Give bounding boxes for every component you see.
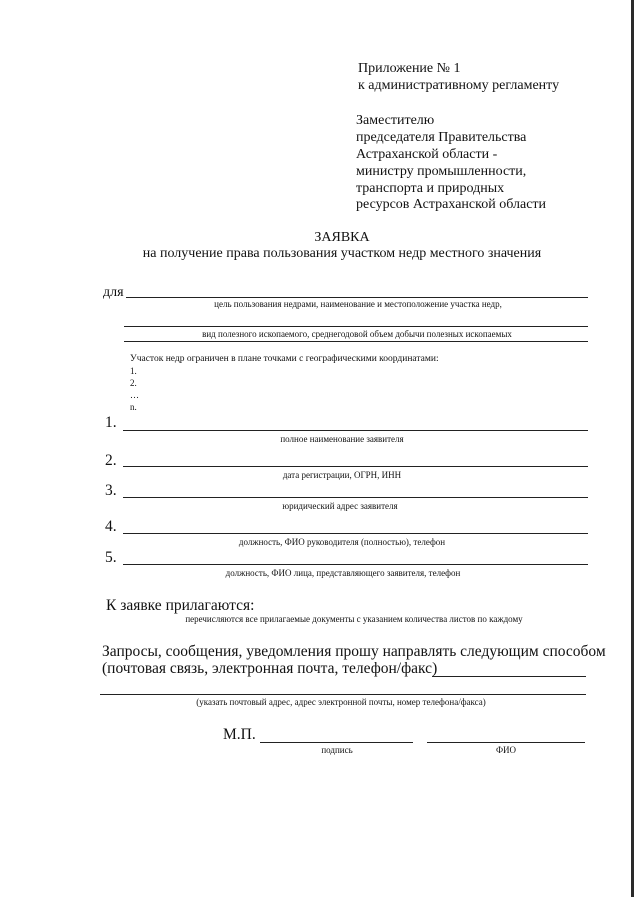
recipient-line: Астраханской области - [356,147,498,162]
director-caption: должность, ФИО руководителя (полностью), телефон [238,537,446,547]
attachments-note: перечисляются все прилагаемые документы с указанием количества листов по каждому [185,614,523,624]
registration-line[interactable] [123,466,588,467]
field-number: 2. [105,452,117,469]
legal-address-caption: юридический адрес заявителя [282,501,398,511]
representative-caption: должность, ФИО лица, представляющего заявителя, телефон [225,568,461,578]
coordinate-item: 1. [130,366,137,376]
director-line[interactable] [123,533,588,534]
field-number: 4. [105,518,117,535]
attachments-heading: К заявке прилагаются: [106,597,255,614]
page-edge [631,0,634,897]
document-subtitle: на получение права пользования участком недр местного значения [142,246,542,261]
coordinate-item: 2. [130,378,137,388]
representative-line[interactable] [123,564,588,565]
full-name-line[interactable] [427,742,585,743]
field-number: 1. [105,414,117,431]
requests-line-2: (почтовая связь, электронная почта, телефон/факс) [102,660,438,677]
mineral-underline [124,341,588,342]
document-title: ЗАЯВКА [314,230,370,245]
coordinates-intro: Участок недр ограничен в плане точками с географическими координатами: [130,354,439,364]
full-name-caption: ФИО [495,745,517,755]
field-number: 3. [105,482,117,499]
contact-method-line[interactable] [432,676,586,677]
for-label: для [103,285,124,300]
regulation-reference: к административному регламенту [358,78,560,93]
appendix-number: Приложение № 1 [358,61,461,76]
signature-line[interactable] [260,742,413,743]
purpose-line[interactable] [126,297,588,298]
contact-details-line[interactable] [100,694,586,695]
mineral-caption: вид полезного ископаемого, среднегодовой объем добычи полезных ископаемых [202,329,512,339]
recipient-line: Заместителю [356,113,435,128]
applicant-name-caption: полное наименование заявителя [280,434,404,444]
recipient-line: министру промышленности, [356,164,527,179]
coordinate-item: … [130,390,139,400]
registration-caption: дата регистрации, ОГРН, ИНН [282,470,402,480]
mineral-line[interactable] [124,326,588,327]
field-number: 5. [105,549,117,566]
recipient-line: ресурсов Астраханской области [356,197,547,212]
recipient-line: транспорта и природных [356,181,505,196]
requests-line-1: Запросы, сообщения, уведомления прошу направлять следующим способом [102,643,606,660]
legal-address-line[interactable] [123,497,588,498]
applicant-name-line[interactable] [123,430,588,431]
recipient-line: председателя Правительства [356,130,527,145]
signature-caption: подпись [321,745,353,755]
coordinate-item: n. [130,402,137,412]
purpose-caption: цель пользования недрами, наименование и местоположение участка недр, [214,299,502,309]
contact-details-caption: (указать почтовый адрес, адрес электронной почты, номер телефона/факса) [196,697,486,707]
stamp-label: М.П. [223,726,256,743]
